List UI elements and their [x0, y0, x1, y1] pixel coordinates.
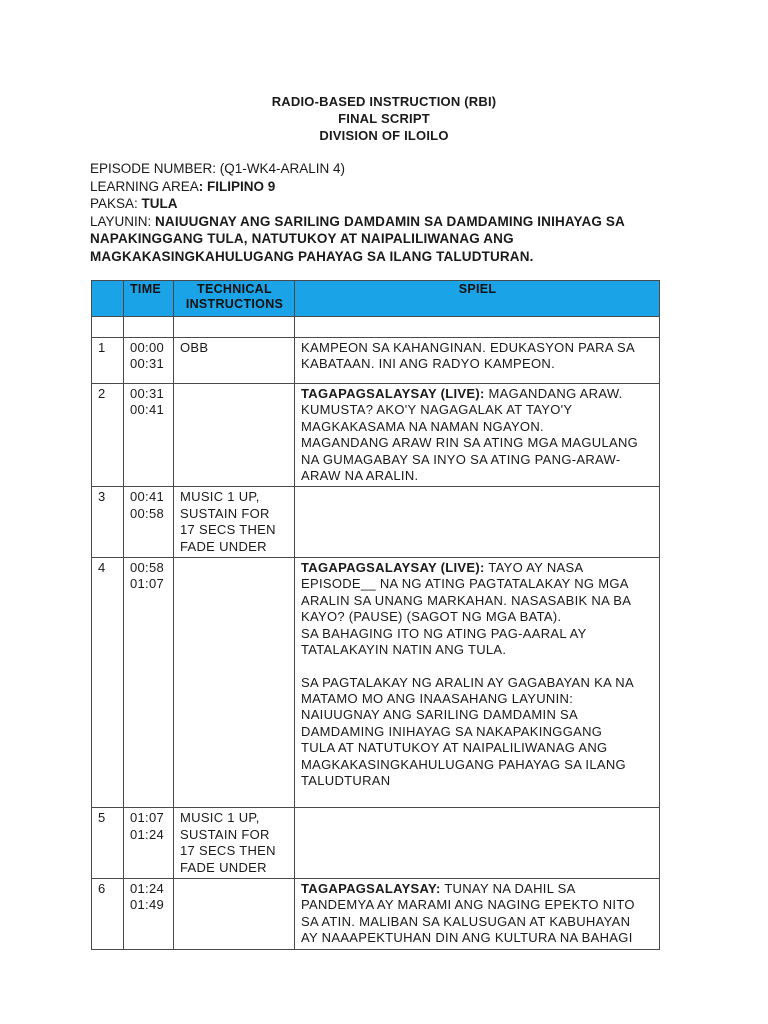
time-end: 00:31: [130, 356, 165, 372]
header-number-cell: [92, 281, 124, 317]
row-number: 6: [92, 878, 124, 949]
spiel-line: TULA AT NATUTUKOY AT NAIPALILIWANAG ANG: [301, 740, 608, 756]
technical-line: FADE UNDER: [180, 538, 267, 554]
episode-number-row: [90, 160, 670, 178]
technical-line: FADE UNDER: [180, 859, 267, 875]
layunin-line-2: NAPAKINGGANG TULA, NATUTUKOY AT NAIPALILIWANAG ANG: [90, 231, 514, 246]
spiel-text: TAYO AY NASA: [484, 560, 584, 576]
row-spiel: [295, 338, 660, 384]
header-subtitle: FINAL SCRIPT: [338, 111, 430, 126]
spacer-cell: [295, 317, 660, 338]
spiel-line: KABATAAN. INI ANG RADYO KAMPEON.: [301, 356, 556, 372]
table-row: [92, 384, 660, 487]
technical-line: 17 SECS THEN: [180, 843, 276, 859]
spiel-first-line: [301, 881, 654, 897]
script-metadata: [90, 160, 670, 265]
row-technical-instructions: [174, 808, 295, 879]
header-technical-line-1: TECHNICAL: [197, 282, 272, 296]
row-spiel: [295, 384, 660, 487]
header-title: RADIO-BASED INSTRUCTION (RBI): [271, 94, 497, 109]
technical-line: MUSIC 1 UP,: [180, 489, 260, 505]
paksa-value: TULA: [141, 196, 178, 211]
header-time: TIME: [124, 281, 174, 317]
episode-value: (Q1-WK4-ARALIN 4): [219, 161, 346, 176]
script-table: [91, 280, 660, 950]
spiel-line: MAGKAKASAMA NA NAMAN NGAYON.: [301, 418, 544, 434]
layunin-line-3: MAGKAKASINGKAHULUGANG PAHAYAG SA ILANG TALUDTURAN.: [90, 248, 534, 264]
time-start: 00:41: [130, 489, 165, 505]
spiel-line: KAYO? (PAUSE) (SAGOT NG MGA BATA).: [301, 609, 562, 625]
row-technical-instructions: [174, 487, 295, 558]
row-technical-instructions: [174, 338, 295, 384]
spiel-line: MAGANDANG ARAW RIN SA ATING MGA MAGULANG: [301, 435, 639, 451]
table-row: [92, 558, 660, 808]
spiel-text: TUNAY NA DAHIL SA: [440, 880, 576, 896]
spiel-line: TATALAKAYIN NATIN ANG TULA.: [301, 642, 507, 658]
row-time: [124, 487, 174, 558]
row-time: [124, 384, 174, 487]
document-header: [0, 93, 768, 144]
row-time: [124, 878, 174, 949]
speaker-label: TAGAPAGSALAYSAY:: [301, 880, 441, 896]
row-time: [124, 808, 174, 879]
row-technical-instructions: [174, 384, 295, 487]
spiel-line: EPISODE__ NA NG ATING PAGTATALAKAY NG MGA: [301, 576, 629, 592]
time-end: 00:58: [130, 505, 165, 521]
spacer-cell: [174, 317, 295, 338]
row-number: 1: [92, 338, 124, 384]
time-end: 01:24: [130, 826, 165, 842]
spiel-line: PANDEMYA AY MARAMI ANG NAGING EPEKTO NITO: [301, 897, 635, 913]
paksa-row: [90, 195, 670, 213]
time-start: 01:07: [130, 810, 165, 826]
spiel-line: SA BAHAGING ITO NG ATING PAG-AARAL AY: [301, 625, 587, 641]
spiel-line: AY NAAAPEKTUHAN DIN ANG KULTURA NA BAHAGI: [301, 930, 633, 946]
time-start: 00:58: [130, 560, 165, 576]
learning-area-row: [90, 178, 670, 196]
layunin-line-1: NAIUUGNAY ANG SARILING DAMDAMIN SA DAMDAMING INIHAYAG SA: [155, 213, 625, 229]
row-spiel: [295, 808, 660, 879]
row-number: 3: [92, 487, 124, 558]
spiel-line: ARALIN SA UNANG MARKAHAN. NASASABIK NA BA: [301, 592, 632, 608]
learning-area-label: LEARNING AREA: [90, 178, 199, 194]
row-spiel: [295, 878, 660, 949]
spiel-line: KAMPEON SA KAHANGINAN. EDUKASYON PARA SA: [301, 340, 635, 355]
row-spiel: [295, 487, 660, 558]
spiel-text: MAGANDANG ARAW.: [484, 386, 623, 401]
spiel-gap: [301, 789, 654, 805]
header-technical-instructions: [174, 281, 295, 317]
header-technical-line-2: INSTRUCTIONS: [185, 297, 284, 311]
spiel-first-line: [301, 560, 654, 576]
table-row: [92, 878, 660, 949]
header-division: DIVISION OF ILOILO: [319, 128, 449, 143]
speaker-label: TAGAPAGSALAYSAY (LIVE):: [301, 386, 485, 401]
time-end: 00:41: [130, 402, 165, 418]
row-number: 5: [92, 808, 124, 879]
technical-line: OBB: [180, 340, 209, 355]
technical-line: MUSIC 1 UP,: [180, 810, 260, 826]
spiel-line: NAIUUGNAY ANG SARILING DAMDAMIN SA: [301, 707, 578, 723]
spiel-line: NA GUMAGABAY SA INYO SA ATING PANG-ARAW-: [301, 451, 621, 467]
paksa-label: PAKSA:: [90, 196, 142, 211]
row-spiel: [295, 558, 660, 808]
spiel-line: DAMDAMING INIHAYAG SA NAKAPAKINGGANG: [301, 723, 603, 739]
spiel-line: MATAMO MO ANG INAASAHANG LAYUNIN:: [301, 690, 574, 706]
spiel-line: SA ATIN. MALIBAN SA KALUSUGAN AT KABUHAYAN: [301, 913, 631, 929]
table-row: [92, 338, 660, 384]
row-number: 2: [92, 384, 124, 487]
spiel-first-line: [301, 386, 654, 402]
header-spiel: SPIEL: [295, 281, 660, 317]
table-header-row: [92, 281, 660, 317]
row-technical-instructions: [174, 878, 295, 949]
technical-line: SUSTAIN FOR: [180, 826, 270, 842]
technical-line: SUSTAIN FOR: [180, 505, 270, 521]
spacer-cell: [124, 317, 174, 338]
learning-area-value: FILIPINO 9: [207, 178, 276, 194]
technical-line: 17 SECS THEN: [180, 522, 276, 538]
speaker-label: TAGAPAGSALAYSAY (LIVE):: [301, 560, 485, 576]
table-row: [92, 487, 660, 558]
row-time: [124, 338, 174, 384]
layunin-label: LAYUNIN:: [90, 213, 156, 229]
spiel-line: SA PAGTALAKAY NG ARALIN AY GAGABAYAN KA NA: [301, 674, 634, 690]
row-technical-instructions: [174, 558, 295, 808]
time-start: 00:31: [130, 386, 165, 401]
spiel-line: ARAW NA ARALIN.: [301, 468, 419, 484]
time-start: 00:00: [130, 340, 165, 355]
row-time: [124, 558, 174, 808]
spiel-gap: [301, 659, 654, 675]
learning-area-colon: :: [198, 178, 208, 194]
spiel-line: TALUDTURAN: [301, 772, 391, 788]
episode-label: EPISODE NUMBER:: [90, 161, 220, 176]
table-row: [92, 808, 660, 879]
spacer-cell: [92, 317, 124, 338]
spiel-line: MAGKAKASINGKAHULUGANG PAHAYAG SA ILANG: [301, 756, 626, 772]
time-end: 01:49: [130, 897, 165, 913]
layunin-row: [90, 213, 670, 231]
table-spacer-row: [92, 317, 660, 338]
time-start: 01:24: [130, 880, 165, 896]
spiel-line: KUMUSTA? AKO'Y NAGAGALAK AT TAYO'Y: [301, 402, 573, 418]
time-end: 01:07: [130, 576, 165, 592]
row-number: 4: [92, 558, 124, 808]
